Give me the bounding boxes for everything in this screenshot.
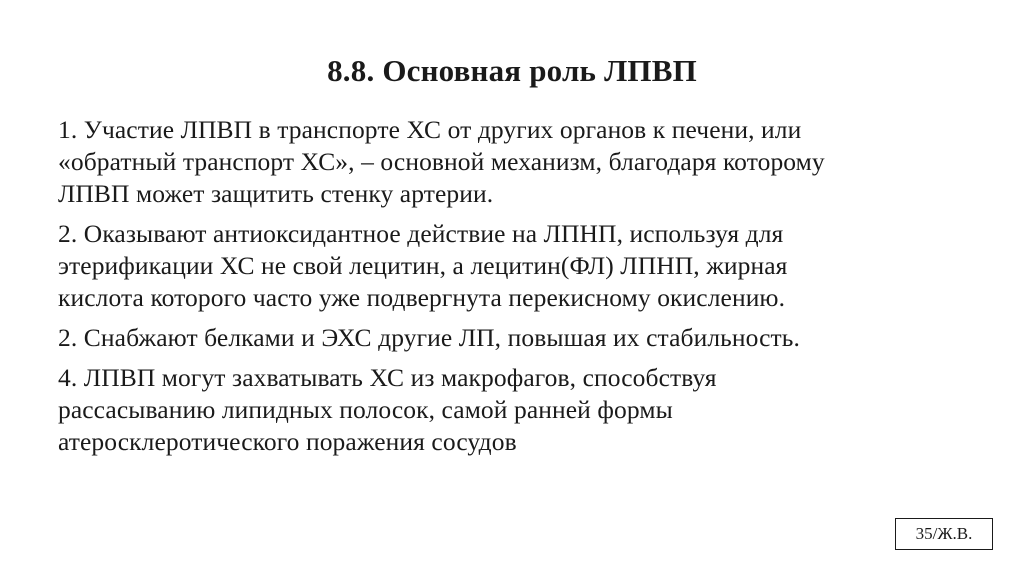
paragraph-2 bbox=[58, 218, 958, 314]
slide-body bbox=[58, 114, 958, 466]
page-number-box: 35/Ж.В. bbox=[895, 518, 993, 550]
paragraph-line: 2. Оказывают антиоксидантное действие на ЛПНП, используя для bbox=[58, 219, 784, 248]
paragraph-line: 4. ЛПВП могут захватывать ХС из макрофагов, способствуя bbox=[58, 363, 717, 392]
paragraph-line: 2. Снабжают белками и ЭХС другие ЛП, повышая их стабильность. bbox=[58, 323, 800, 352]
slide-title: 8.8. Основная роль ЛПВП bbox=[327, 53, 697, 88]
paragraph-line: кислота которого часто уже подвергнута перекисному окислению. bbox=[58, 283, 786, 312]
paragraph-1 bbox=[58, 114, 958, 210]
paragraph-line: этерификации ХС не свой лецитин, а лецитин(ФЛ) ЛПНП, жирная bbox=[58, 251, 788, 280]
paragraph-3 bbox=[58, 322, 958, 354]
paragraph-line: 1. Участие ЛПВП в транспорте ХС от других органов к печени, или bbox=[58, 115, 802, 144]
paragraph-line: рассасыванию липидных полосок, самой ранней формы bbox=[58, 395, 673, 424]
paragraph-line: атеросклеротического поражения сосудов bbox=[58, 427, 517, 456]
paragraph-line: ЛПВП может защитить стенку артерии. bbox=[58, 179, 494, 208]
paragraph-line: «обратный транспорт ХС», – основной механизм, благодаря которому bbox=[58, 147, 825, 176]
paragraph-4 bbox=[58, 362, 958, 458]
